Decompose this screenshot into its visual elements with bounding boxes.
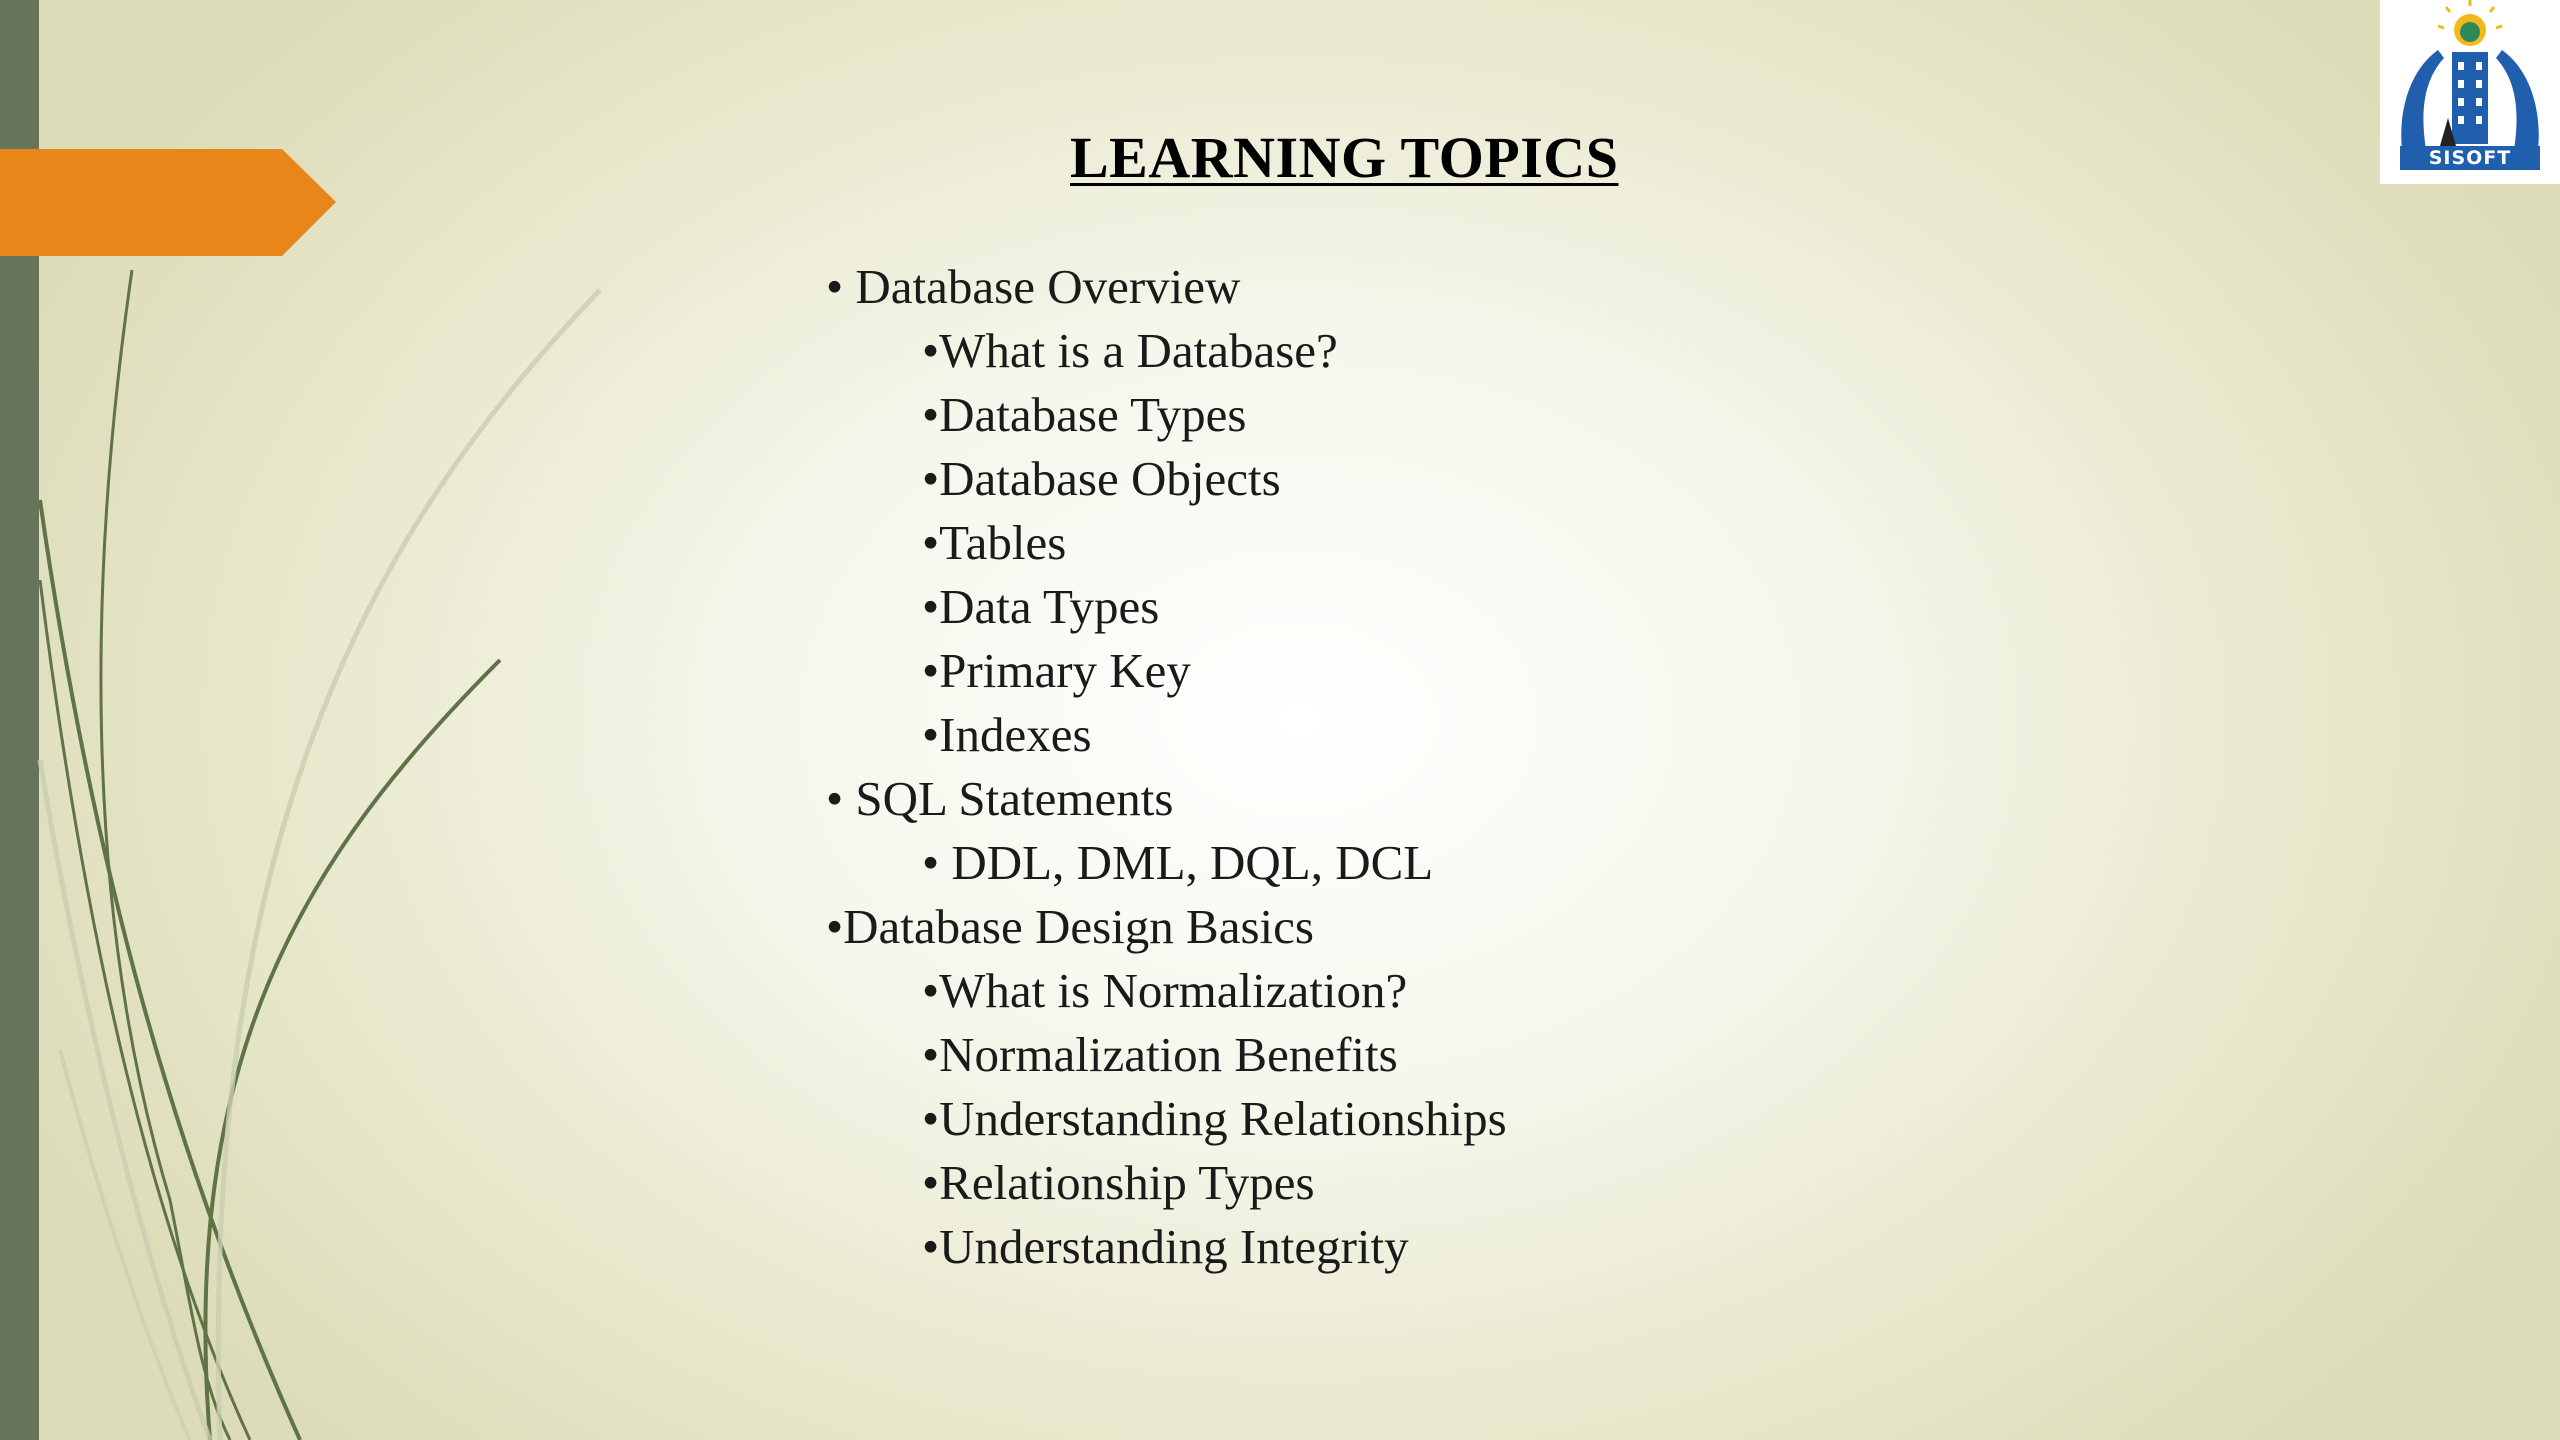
subtopic-item: •Data Types <box>922 579 1160 634</box>
subtopic-item: •What is a Database? <box>922 323 1338 378</box>
slide-title: LEARNING TOPICS <box>1070 125 1619 190</box>
subtopic-item: •Database Objects <box>922 451 1281 506</box>
subtopic-item: •Normalization Benefits <box>922 1027 1398 1082</box>
logo-text: SISOFT <box>2428 147 2512 169</box>
subtopic-item: •Tables <box>922 515 1067 570</box>
topics-list <box>826 255 1507 1279</box>
subtopic-item: •Relationship Types <box>922 1155 1315 1210</box>
subtopic-item: •Database Types <box>922 387 1247 442</box>
topic-item: •Database Design Basics <box>826 899 1314 954</box>
subtopic-item: • DDL, DML, DQL, DCL <box>922 835 1434 890</box>
subtopic-item: •Primary Key <box>922 643 1191 698</box>
subtopic-item: •Indexes <box>922 707 1092 762</box>
orange-arrow-tab <box>0 149 336 256</box>
topic-item: • Database Overview <box>826 259 1241 314</box>
company-logo <box>2380 0 2560 184</box>
topic-item: • SQL Statements <box>826 771 1174 826</box>
subtopic-item: •What is Normalization? <box>922 963 1408 1018</box>
subtopic-item: •Understanding Integrity <box>922 1219 1409 1274</box>
subtopic-item: •Understanding Relationships <box>922 1091 1507 1146</box>
